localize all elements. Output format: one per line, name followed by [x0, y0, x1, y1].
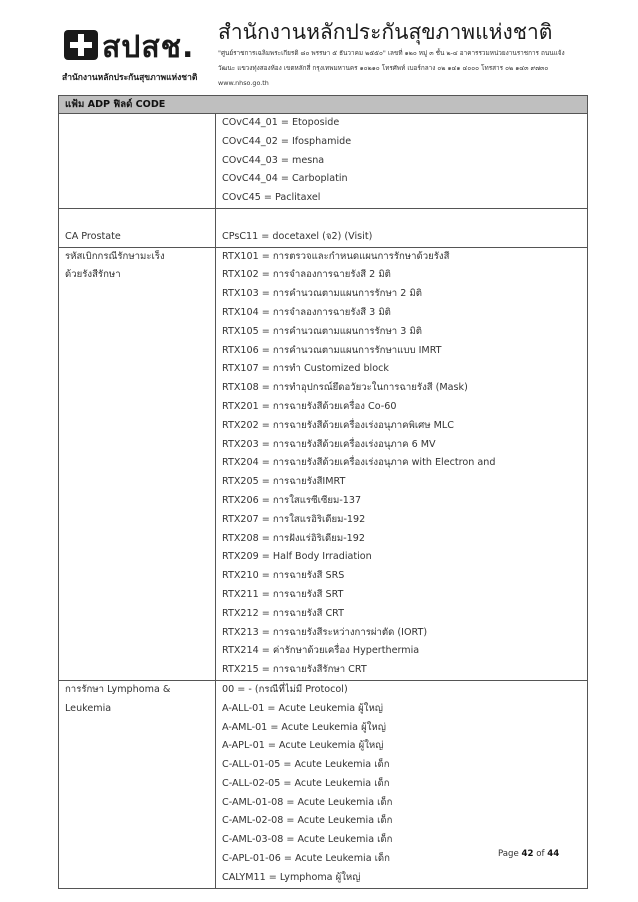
letterhead	[58, 14, 588, 92]
code-line: COvC44_01 = Etoposide	[222, 117, 340, 128]
code-line: RTX212 = การฉายรังสี CRT	[222, 607, 345, 619]
code-line: RTX105 = การคำนวณตามแผนการรักษา 3 มิติ	[222, 325, 422, 337]
table-row	[59, 114, 588, 209]
code-line: A-AML-01 = Acute Leukemia ผู้ใหญ่	[222, 721, 386, 733]
code-line: RTX206 = การใสแรซีเซียม-137	[222, 494, 362, 506]
category-text: ด้วยรังสีรักษา	[65, 269, 121, 281]
code-line: RTX202 = การฉายรังสีด้วยเครื่องเร่งอนุภาคพิเศษ MLC	[222, 419, 454, 431]
code-line: C-APL-01-06 = Acute Leukemia เด็ก	[222, 853, 390, 865]
code-line: RTX211 = การฉายรังสี SRT	[222, 588, 344, 600]
code-line: C-AML-03-08 = Acute Leukemia เด็ก	[222, 834, 393, 846]
website: www.nhso.go.th	[218, 79, 269, 87]
health-cross-icon	[64, 30, 98, 60]
category-cell	[59, 247, 216, 680]
code-line: RTX104 = การจำลองการฉายรังสี 3 มิติ	[222, 306, 391, 318]
code-line: A-APL-01 = Acute Leukemia ผู้ใหญ่	[222, 740, 384, 752]
table-row	[59, 208, 588, 247]
of-word: of	[536, 849, 545, 859]
code-line	[222, 209, 581, 228]
category-cell	[59, 114, 216, 209]
code-line: RTX103 = การคำนวณตามแผนการรักษา 2 มิติ	[222, 288, 422, 300]
code-line: CALYM11 = Lymphoma ผู้ใหญ่	[222, 871, 361, 883]
code-line: RTX108 = การทำอุปกรณ์ยึดอวัยวะในการฉายรังสี (Mask)	[222, 382, 468, 394]
code-line: COvC45 = Paclitaxel	[222, 192, 321, 204]
codes-cell	[216, 208, 588, 247]
category-text: การรักษา Lymphoma &	[65, 683, 171, 695]
code-line: RTX101 = การตรวจและกำหนดแผนการรักษาด้วยรังสี	[222, 250, 450, 262]
code-line: C-ALL-02-05 = Acute Leukemia เด็ก	[222, 777, 390, 789]
page-current: 42	[521, 849, 534, 859]
category-cell	[59, 208, 216, 247]
code-line: CPsC11 = docetaxel (จ2) (Visit)	[222, 230, 373, 242]
code-line: RTX106 = การคำนวณตามแผนการรักษาแบบ IMRT	[222, 344, 442, 356]
category-text: CA Prostate	[65, 230, 121, 242]
codes-cell	[216, 114, 588, 209]
nhso-logo	[58, 24, 206, 88]
category-cell	[59, 680, 216, 888]
code-line: RTX203 = การฉายรังสีด้วยเครื่องเร่งอนุภาค 6 MV	[222, 438, 436, 450]
page-word: Page	[498, 849, 519, 859]
code-line: RTX213 = การฉายรังสีระหว่างการผ่าตัด (IORT)	[222, 626, 428, 638]
code-line: RTX204 = การฉายรังสีด้วยเครื่องเร่งอนุภาค with Electron and	[222, 457, 496, 469]
code-line: 00 = - (กรณีที่ไม่มี Protocol)	[222, 683, 348, 695]
code-line: C-ALL-01-05 = Acute Leukemia เด็ก	[222, 759, 390, 771]
code-line: RTX208 = การฝังแร่อิริเดียม-192	[222, 532, 365, 544]
code-line: RTX210 = การฉายรังสี SRS	[222, 570, 345, 582]
code-line: COvC44_02 = Ifosphamide	[222, 135, 352, 147]
code-line: COvC44_03 = mesna	[222, 154, 325, 166]
codes-cell	[216, 247, 588, 680]
page-total: 44	[547, 849, 560, 859]
code-line: RTX205 = การฉายรังสีIMRT	[222, 476, 346, 488]
code-line: RTX215 = การฉายรังสีรักษา CRT	[222, 664, 367, 676]
table-header-row	[59, 96, 588, 114]
category-text: รหัสเบิกกรณีรักษามะเร็ง	[65, 250, 165, 262]
code-line: RTX102 = การจำลองการฉายรังสี 2 มิติ	[222, 269, 391, 281]
code-line: RTX201 = การฉายรังสีด้วยเครื่อง Co-60	[222, 400, 397, 412]
address-line-1: "ศูนย์ราชการเฉลิมพระเกียรติ ๘๐ พรรษา ๕ ธันวาคม ๒๕๕๐" เลขที่ ๑๒๐ หมู่ ๓ ชั้น ๒-๔ อาคารรวมหน่วยงานราชการ ถนนแจ้ง	[218, 49, 565, 57]
code-line: RTX214 = ค่ารักษาด้วยเครื่อง Hyperthermia	[222, 645, 420, 657]
page-number	[498, 849, 559, 859]
code-line: C-AML-02-08 = Acute Leukemia เด็ก	[222, 815, 393, 827]
table-row	[59, 247, 588, 680]
code-line: RTX207 = การใสแรอิริเดียม-192	[222, 513, 366, 525]
code-line: C-AML-01-08 = Acute Leukemia เด็ก	[222, 796, 393, 808]
logo-subtitle: สำนักงานหลักประกันสุขภาพแห่งชาติ	[62, 73, 198, 83]
code-line: RTX107 = การทำ Customized block	[222, 363, 389, 375]
table-header-label: แฟ้ม ADP ฟิลด์ CODE	[59, 96, 588, 114]
address-line-2: วัฒนะ แขวงทุ่งสองห้อง เขตหลักสี่ กรุงเทพมหานคร ๑๐๒๑๐ โทรศัพท์ เบอร์กลาง ๐๒ ๑๔๑ ๔๐๐๐ โทรสาร ๐๒ ๑๔๓ ๙๗๓๐	[218, 64, 549, 72]
category-text: Leukemia	[65, 702, 112, 714]
code-line: COvC44_04 = Carboplatin	[222, 173, 348, 185]
code-line: RTX209 = Half Body Irradiation	[222, 551, 372, 563]
adp-code-table	[58, 95, 588, 889]
logo-text: สปสช.	[102, 30, 195, 65]
organization-title: สำนักงานหลักประกันสุขภาพแห่งชาติ	[218, 20, 553, 44]
code-line: A-ALL-01 = Acute Leukemia ผู้ใหญ่	[222, 702, 383, 714]
